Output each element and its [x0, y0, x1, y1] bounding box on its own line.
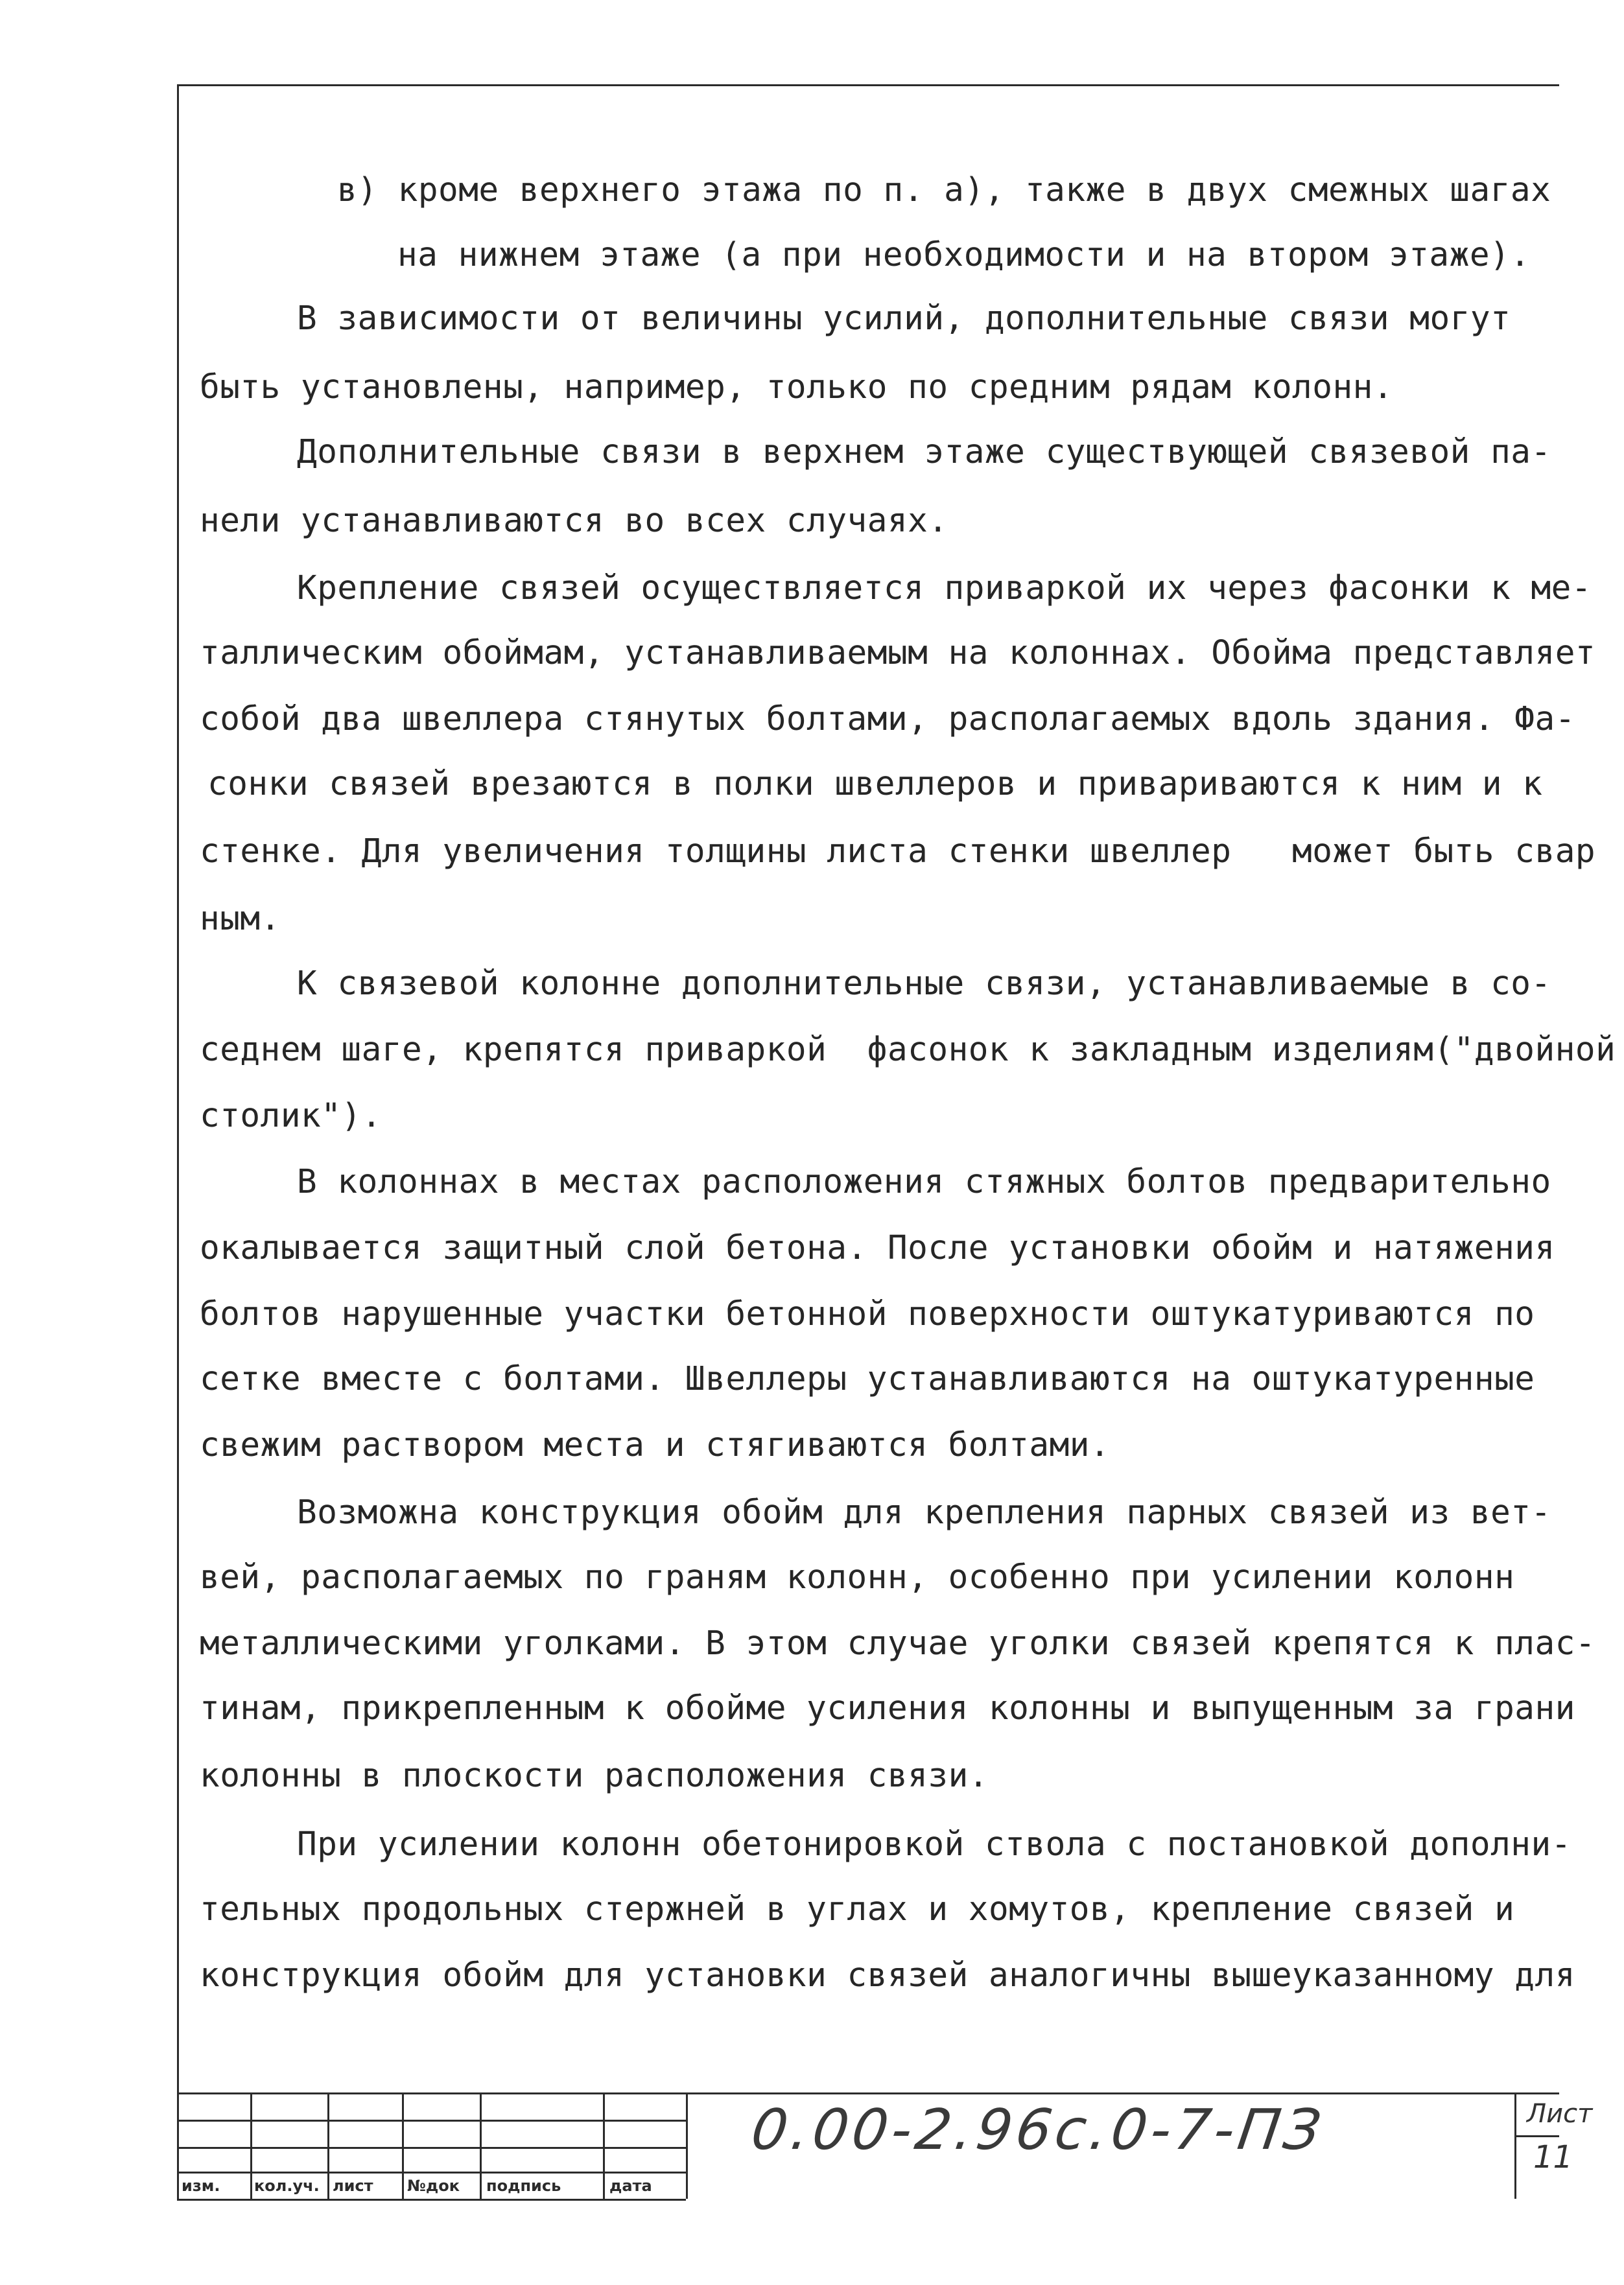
title-block-row-line [177, 2120, 686, 2122]
title-block-label-qty: кол.уч. [254, 2177, 320, 2195]
text-line: При усилении колонн обетонировкой ствола с постановкой дополни- [297, 1825, 1571, 1864]
text-line: В колоннах в местах расположения стяжных болтов предварительно [297, 1163, 1551, 1201]
text-line: металлическими уголками. В этом случае уголки связей крепятся к плас- [200, 1624, 1596, 1663]
title-block-label-doc-no: №док [407, 2177, 460, 2195]
title-block-label-date: дата [609, 2177, 652, 2195]
title-block-col-line [603, 2092, 605, 2199]
text-line: на нижнем этаже (а при необходимости и на втором этаже). [397, 236, 1531, 274]
text-line: свежим раствором места и стягиваются болтами. [200, 1426, 1111, 1464]
title-block-sheet-col-line [1514, 2092, 1516, 2199]
title-block-label-change: изм. [182, 2177, 220, 2195]
title-block-col-line [480, 2092, 482, 2199]
text-line: колонны в плоскости расположения связи. [200, 1757, 989, 1795]
text-line: сетке вместе с болтами. Швеллеры устанавливаются на оштукатуренные [200, 1360, 1535, 1398]
title-block-col-line [686, 2092, 688, 2199]
text-line: Дополнительные связи в верхнем этаже существующей связевой па- [297, 433, 1551, 471]
text-line: быть установлены, например, только по средним рядам колонн. [200, 368, 1394, 406]
title-block-sheet-divider [1514, 2135, 1559, 2137]
title-block-row-line [177, 2147, 686, 2149]
title-block-col-line [327, 2092, 329, 2199]
frame-top-border [177, 84, 1559, 86]
title-block-col-line [250, 2092, 252, 2199]
text-line: сонки связей врезаются в полки швеллеров и привариваются к ним и к [207, 765, 1543, 803]
text-line: конструкция обойм для установки связей аналогичны вышеуказанному для [200, 1956, 1575, 1995]
title-block-row-line [177, 2172, 686, 2174]
text-line: таллическим обоймам, устанавливаемым на колоннах. Обойма представляет [200, 634, 1596, 672]
title-block-label-signature: подпись [486, 2177, 561, 2195]
text-line: К связевой колонне дополнительные связи, устанавливаемые в со- [297, 965, 1551, 1003]
text-line: тинам, прикрепленным к обойме усиления колонны и выпущенным за грани [200, 1689, 1575, 1728]
title-block-bottom-line [177, 2199, 686, 2201]
text-line: Возможна конструкция обойм для крепления парных связей из вет- [297, 1494, 1551, 1532]
text-line: тельных продольных стержней в углах и хомутов, крепление связей и [200, 1890, 1515, 1928]
title-block-label-sheet: лист [333, 2177, 373, 2195]
text-line: В зависимости от величины усилий, дополнительные связи могут [297, 299, 1511, 338]
text-line: нели устанавливаются во всех случаях. [200, 502, 948, 540]
text-line: седнем шаге, крепятся приваркой фасонок к закладным изделиям("двойной [200, 1031, 1616, 1069]
document-code: 0.00-2.96с.0-7-ПЗ [747, 2098, 1328, 2162]
text-line: столик"). [200, 1097, 382, 1135]
text-line: вей, располагаемых по граням колонн, особенно при усилении колонн [200, 1558, 1515, 1597]
title-block-top-line [177, 2092, 1559, 2094]
text-line: стенке. Для увеличения толщины листа стенки швеллер может быть свар [200, 832, 1596, 871]
text-line: ным. [200, 900, 281, 938]
sheet-label: Лист [1527, 2099, 1593, 2129]
text-line: собой два швеллера стянутых болтами, располагаемых вдоль здания. Фа- [200, 700, 1575, 738]
text-line: окалывается защитный слой бетона. После установки обойм и натяжения [200, 1229, 1555, 1267]
text-line: болтов нарушенные участки бетонной поверхности оштукатуриваются по [200, 1295, 1535, 1333]
frame-left-border [177, 84, 179, 2199]
title-block-col-line [402, 2092, 404, 2199]
sheet-number: 11 [1533, 2139, 1573, 2175]
text-line: в) кроме верхнего этажа по п. а), также в двух смежных шагах [337, 171, 1551, 209]
text-line: Крепление связей осуществляется приваркой их через фасонки к ме- [297, 569, 1592, 607]
